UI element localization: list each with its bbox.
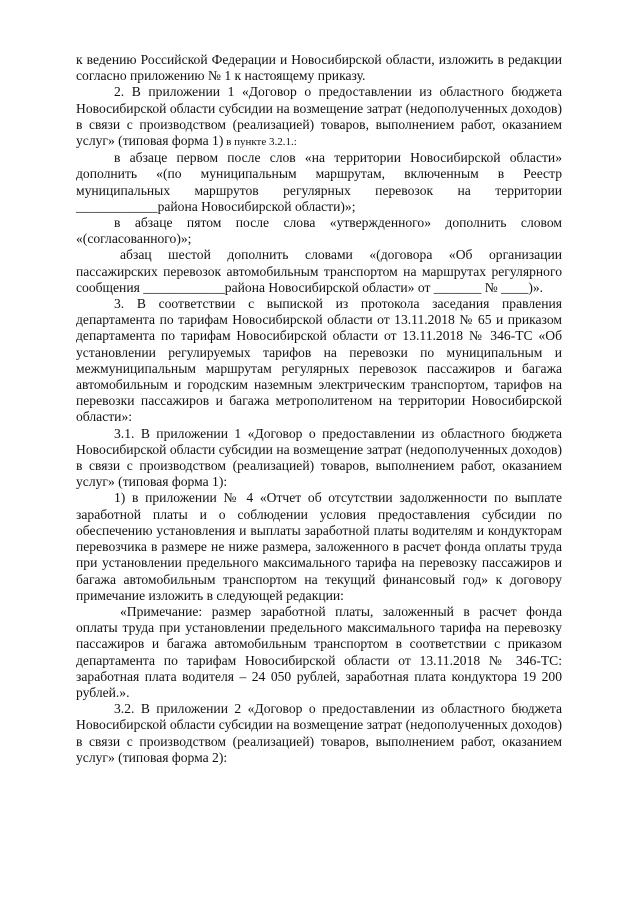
paragraph-8: 1) в приложении № 4 «Отчет об отсутствии задолженности по выплате заработной платы и о соблюдении условия предоставления субсидии по обеспечению установления и выплаты заработной платы водителям и кондукторам перевозчика в размере не ниже размера, заложенного в расчет фонда оплаты труда при установлении предельного максимального тарифа на перевозку пассажиров и багажа автомобильным транспортом на текущий финансовый год» к договору примечание изложить в следующей редакции:: [76, 490, 562, 603]
paragraph-6: 3. В соответствии с выпиской из протокола заседания правления департамента по тарифам Новосибирской области от 13.11.2018 № 65 и приказом департамента по тарифам Новосибирской области от 13.11.2018 № 346-ТС «Об установлении регулируемых тарифов на перевозки по муниципальным и межмуниципальным маршрутам регулярных перевозок пассажиров и багажа автомобильным и городским наземным электрическим транспортом, тарифов на перевозки пассажиров и багажа метрополитеном на территории Новосибирской области»:: [76, 296, 562, 425]
paragraph-7: 3.1. В приложении 1 «Договор о предоставлении из областного бюджета Новосибирской области субсидии на возмещение затрат (недополученных доходов) в связи с производством (реализацией) товаров, выполнением работ, оказанием услуг» (типовая форма 1):: [76, 425, 562, 490]
paragraph-2-text: 2. В приложении 1 «Договор о предоставлении из областного бюджета Новосибирской области субсидии на возмещение затрат (недополученных доходов) в связи с производством (реализацией) товаров, выполнением работ, оказанием услуг» (типовая форма 1): [76, 84, 562, 149]
paragraph-3: в абзаце первом после слов «на территории Новосибирской области» дополнить «(по муниципальным маршрутам, включенным в Реестр муниципальных маршрутов регулярных перевозок на территории ____________района Новосибирской области)»;: [76, 150, 562, 214]
paragraph-2: [76, 84, 562, 150]
paragraph-4: в абзаце пятом после слова «утвержденного» дополнить словом «(согласованного)»;: [76, 215, 562, 247]
document-page: [76, 52, 562, 766]
paragraph-10: 3.2. В приложении 2 «Договор о предоставлении из областного бюджета Новосибирской области субсидии на возмещение затрат (недополученных доходов) в связи с производством (реализацией) товаров, выполнением работ, оказанием услуг» (типовая форма 2):: [76, 701, 562, 765]
paragraph-9: «Примечание: размер заработной платы, заложенный в расчет фонда оплаты труда при установлении предельного максимального тарифа на перевозку пассажиров и багажа автомобильным транспортом в соответствии с приказом департамента по тарифам Новосибирской области от 13.11.2018 № 346-ТС: заработная плата водителя – 24 050 рублей, заработная плата кондуктора 19 200 рублей.».: [76, 603, 562, 700]
paragraph-2-suffix: в пункте 3.2.1.:: [223, 136, 297, 149]
paragraph-1: к ведению Российской Федерации и Новосибирской области, изложить в редакции согласно приложению № 1 к настоящему приказу.: [76, 52, 562, 84]
paragraph-5: абзац шестой дополнить словами «(договора «Об организации пассажирских перевозок автомобильным транспортом на маршрутах регулярного сообщения ____________района Новосибирской области» от _______ № ____)».: [76, 247, 562, 295]
